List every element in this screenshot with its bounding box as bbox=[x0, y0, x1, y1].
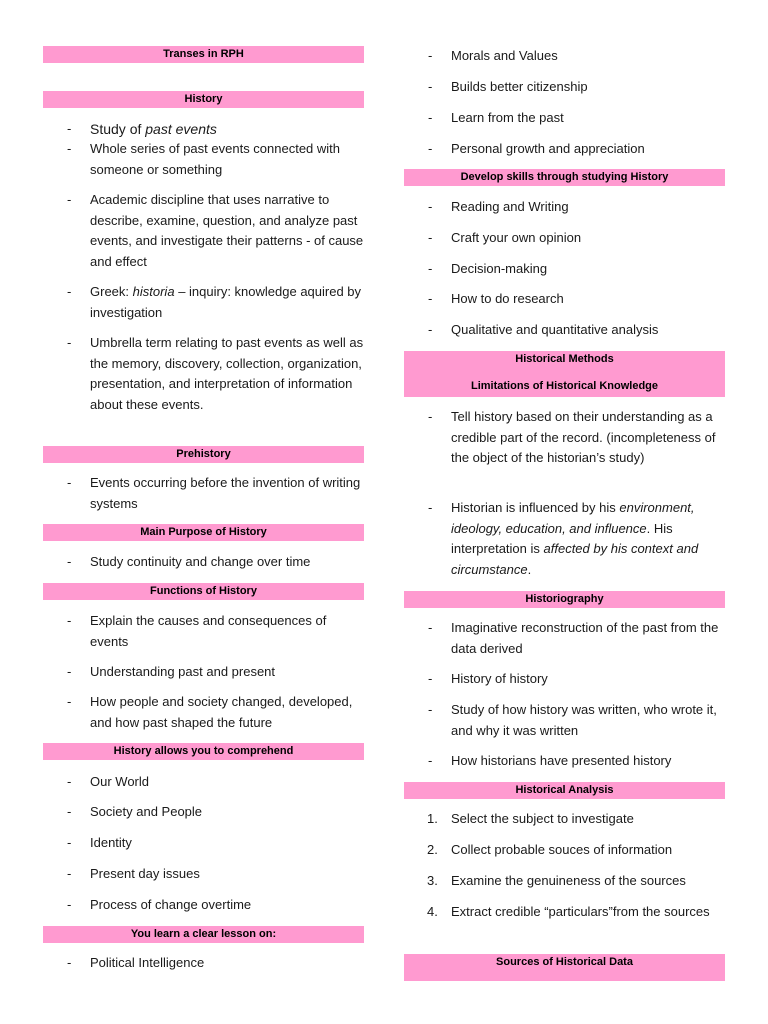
section-analysis-heading: Historical Analysis bbox=[404, 782, 725, 799]
section-comprehend-heading: History allows you to comprehend bbox=[43, 743, 364, 760]
section-historiography-heading: Historiography bbox=[404, 591, 725, 608]
section-lesson-heading: You learn a clear lesson on: bbox=[43, 926, 364, 943]
section-prehistory-heading: Prehistory bbox=[43, 446, 364, 463]
section-history-heading: History bbox=[43, 91, 364, 108]
section-limitations-heading: Limitations of Historical Knowledge bbox=[470, 380, 659, 392]
section-methods-heading-block bbox=[404, 351, 725, 397]
section-purpose-heading: Main Purpose of History bbox=[43, 524, 364, 541]
section-sources-heading: Sources of Historical Data bbox=[404, 954, 725, 981]
section-skills-heading: Develop skills through studying History bbox=[404, 169, 725, 186]
doc-title: Transes in RPH bbox=[43, 46, 364, 63]
section-functions-heading: Functions of History bbox=[43, 583, 364, 600]
section-methods-heading: Historical Methods bbox=[515, 353, 614, 365]
